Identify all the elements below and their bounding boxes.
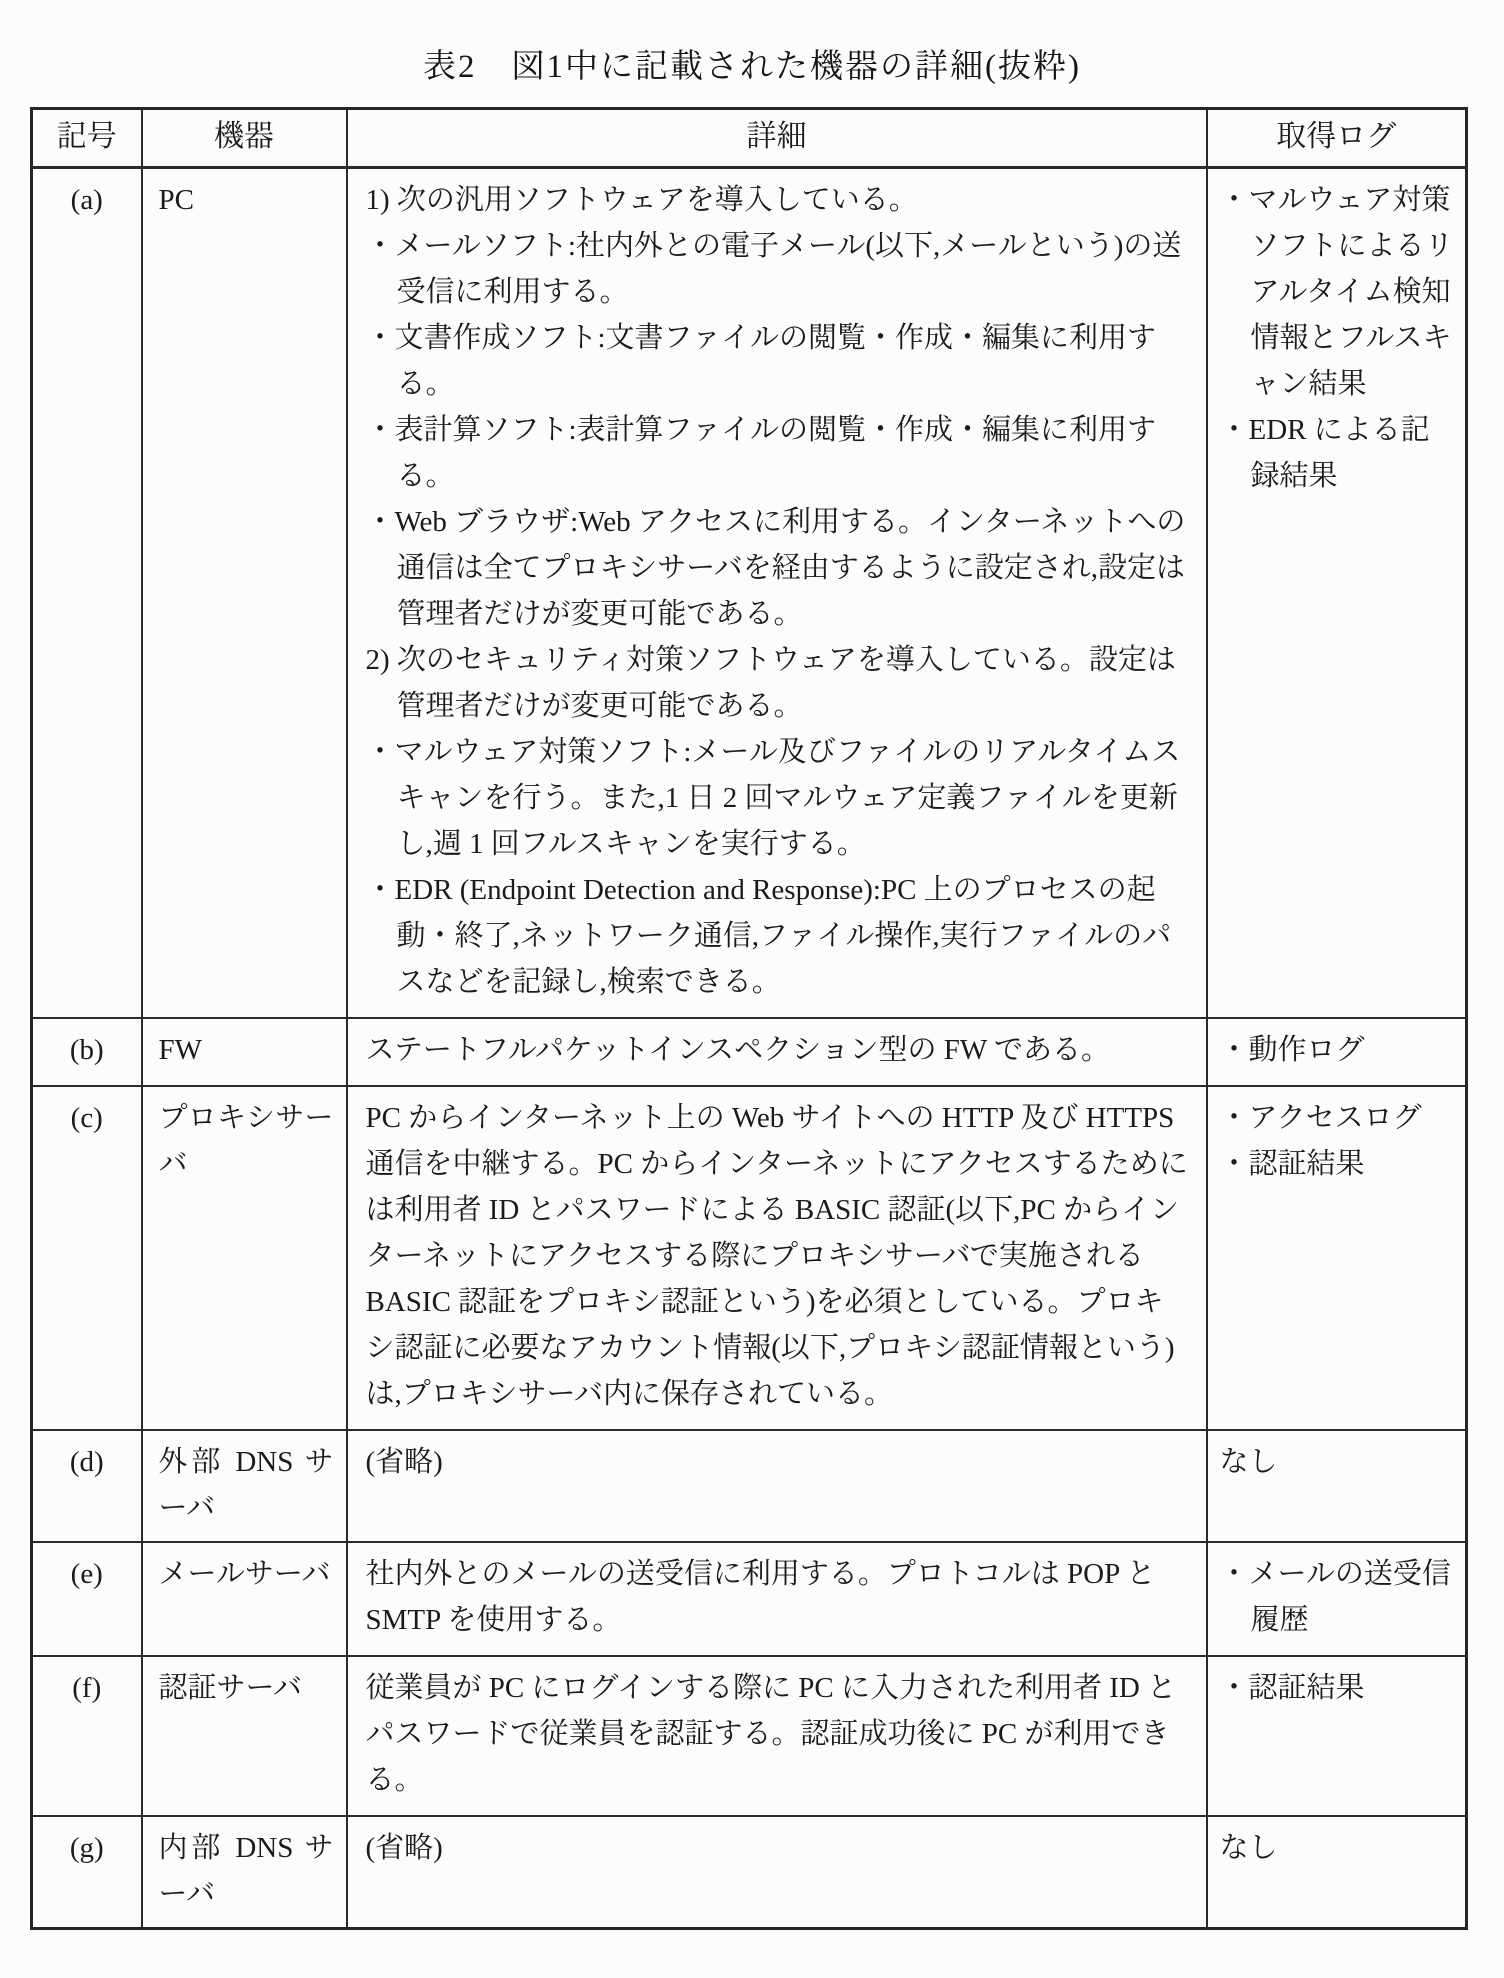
log-item: ・アクセスログ xyxy=(1219,1102,1422,1134)
detail-item: (省略) xyxy=(365,1446,443,1478)
detail-item: ・文書作成ソフト:文書ファイルの閲覧・作成・編集に利用する。 xyxy=(365,322,1156,400)
header-row xyxy=(32,109,1467,168)
header-log: 取得ログ xyxy=(1207,109,1467,168)
detail-cell xyxy=(347,1816,1207,1929)
detail-item: ・メールソフト:社内外との電子メール(以下,メールという)の送受信に利用する。 xyxy=(365,230,1182,308)
device-cell: メールサーバ xyxy=(142,1542,347,1656)
log-cell xyxy=(1207,1656,1467,1816)
detail-item: ステートフルパケットインスペクション型の FW である。 xyxy=(365,1034,1110,1066)
detail-item: ・マルウェア対策ソフト:メール及びファイルのリアルタイムスキャンを行う。また,1 日 2 回マルウェア定義ファイルを更新し,週 1 回フルスキャンを実行する。 xyxy=(365,736,1181,860)
symbol-cell: (d) xyxy=(32,1430,142,1542)
log-item: ・マルウェア対策ソフトによるリアルタイム検知情報とフルスキャン結果 xyxy=(1219,184,1454,400)
header-detail: 詳細 xyxy=(347,109,1207,168)
detail-item: 1) 次の汎用ソフトウェアを導入している。 xyxy=(365,184,918,216)
detail-item: PC からインターネット上の Web サイトへの HTTP 及び HTTPS 通信を中継する。PC からインターネットにアクセスするためには利用者 ID とパスワードによる BASIC 認証(以下,PC からインターネットにアクセスする際にプロキシサーバで実施される BASIC 認証をプロキシ認証という)を必須としている。プロキシ認証に必要なアカウント情報(以下,プロキシ認証情報という)は,プロキシサーバ内に保存されている。 xyxy=(365,1102,1188,1410)
device-table-body xyxy=(32,168,1467,1929)
log-cell xyxy=(1207,1086,1467,1430)
table-row xyxy=(32,168,1467,1019)
log-cell xyxy=(1207,168,1467,1019)
symbol-cell: (e) xyxy=(32,1542,142,1656)
log-cell xyxy=(1207,1430,1467,1542)
table-row xyxy=(32,1018,1467,1086)
device-detail-table xyxy=(30,107,1468,1930)
log-item: なし xyxy=(1219,1832,1278,1864)
symbol-cell: (a) xyxy=(32,168,142,1019)
detail-item: 従業員が PC にログインする際に PC に入力された利用者 ID とパスワードで従業員を認証する。認証成功後に PC が利用できる。 xyxy=(365,1672,1177,1796)
detail-cell xyxy=(347,168,1207,1019)
header-symbol: 記号 xyxy=(32,109,142,168)
log-item: ・メールの送受信履歴 xyxy=(1219,1558,1451,1636)
symbol-cell: (c) xyxy=(32,1086,142,1430)
table-row xyxy=(32,1086,1467,1430)
device-cell: 外部 DNS サーバ xyxy=(142,1430,347,1542)
log-cell xyxy=(1207,1816,1467,1929)
table-caption: 表2 図1中に記載された機器の詳細(抜粋) xyxy=(423,49,1081,85)
symbol-cell: (b) xyxy=(32,1018,142,1086)
detail-cell xyxy=(347,1018,1207,1086)
log-cell xyxy=(1207,1542,1467,1656)
log-cell xyxy=(1207,1018,1467,1086)
device-cell: FW xyxy=(142,1018,347,1086)
log-item: なし xyxy=(1219,1446,1278,1478)
symbol-cell: (f) xyxy=(32,1656,142,1816)
table-row xyxy=(32,1430,1467,1542)
log-item: ・動作ログ xyxy=(1219,1034,1365,1066)
device-cell: 内部 DNS サーバ xyxy=(142,1816,347,1929)
device-cell: 認証サーバ xyxy=(142,1656,347,1816)
detail-cell xyxy=(347,1656,1207,1816)
detail-item: (省略) xyxy=(365,1832,443,1864)
symbol-cell: (g) xyxy=(32,1816,142,1929)
log-item: ・認証結果 xyxy=(1219,1672,1365,1704)
detail-item: ・Web ブラウザ:Web アクセスに利用する。インターネットへの通信は全てプロキシサーバを経由するように設定され,設定は管理者だけが変更可能である。 xyxy=(365,506,1186,630)
detail-cell xyxy=(347,1430,1207,1542)
detail-cell xyxy=(347,1542,1207,1656)
device-cell: PC xyxy=(142,168,347,1019)
header-device: 機器 xyxy=(142,109,347,168)
log-item: ・EDR による記録結果 xyxy=(1219,414,1430,492)
table-row xyxy=(32,1816,1467,1929)
detail-item: ・表計算ソフト:表計算ファイルの閲覧・作成・編集に利用する。 xyxy=(365,414,1156,492)
log-item: ・認証結果 xyxy=(1219,1148,1365,1180)
detail-item: 社内外とのメールの送受信に利用する。プロトコルは POP と SMTP を使用する。 xyxy=(365,1558,1156,1636)
table-row xyxy=(32,1656,1467,1816)
device-cell: プロキシサーバ xyxy=(142,1086,347,1430)
detail-item: ・EDR (Endpoint Detection and Response):PC 上のプロセスの起動・終了,ネットワーク通信,ファイル操作,実行ファイルのパスなどを記録し,検索できる。 xyxy=(365,874,1172,998)
table-header xyxy=(32,109,1467,168)
table-row xyxy=(32,1542,1467,1656)
detail-cell xyxy=(347,1086,1207,1430)
detail-item: 2) 次のセキュリティ対策ソフトウェアを導入している。設定は管理者だけが変更可能である。 xyxy=(365,644,1176,722)
